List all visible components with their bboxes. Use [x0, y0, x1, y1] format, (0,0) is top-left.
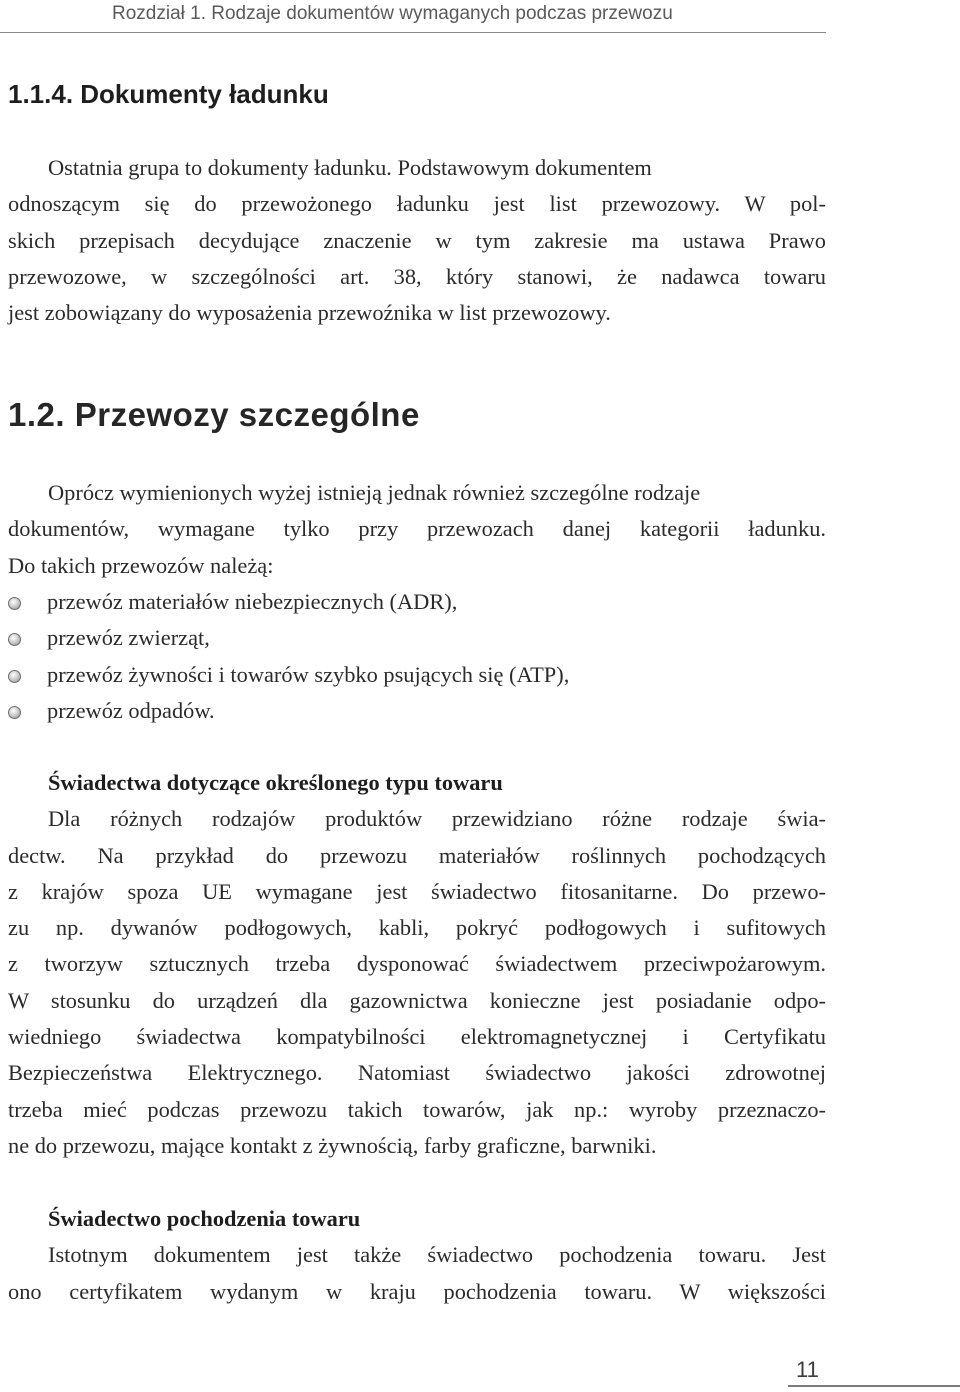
paragraph-line: dokumentów, wymagane tylko przy przewozach danej kategorii ładunku. — [8, 516, 826, 542]
paragraph-line: Do takich przewozów należą: — [8, 552, 274, 578]
bullet-circle-icon — [8, 670, 21, 683]
paragraph-line: Oprócz wymienionych wyżej istnieją jednak również szczególne rodzaje — [48, 480, 701, 505]
paragraph-line: Istotnym dokumentem jest także świadectwo pochodzenia towaru. Jest — [48, 1242, 826, 1268]
list-item-text: przewóz odpadów. — [47, 697, 215, 723]
paragraph-line: skich przepisach decydujące znaczenie w tym zakresie ma ustawa Prawo — [8, 227, 826, 253]
list-item — [8, 657, 569, 693]
section-heading-1-2: 1.2. Przewozy szczególne — [8, 396, 420, 433]
bullet-circle-icon — [8, 597, 21, 610]
bullet-circle-icon — [8, 706, 21, 719]
paragraph-line: trzeba mieć podczas przewozu takich towarów, jak np.: wyroby przeznaczo- — [8, 1096, 826, 1122]
paragraph-line: z krajów spoza UE wymagane jest świadectwo fitosanitarne. Do przewo- — [8, 878, 826, 904]
paragraph-line: wiedniego świadectwa kompatybilności elektromagnetycznej i Certyfikatu — [8, 1024, 826, 1050]
paragraph-line: odnoszącym się do przewożonego ładunku jest list przewozowy. W pol- — [8, 191, 826, 217]
paragraph-line: z tworzyw sztucznych trzeba dysponować świadectwem przeciwpożarowym. — [8, 951, 826, 977]
running-header — [0, 0, 826, 33]
paragraph-line: Bezpieczeństwa Elektrycznego. Natomiast świadectwo jakości zdrowotnej — [8, 1060, 826, 1086]
list-item — [8, 620, 569, 656]
paragraph-line: ono certyfikatem wydanym w kraju pochodzenia towaru. W większości — [8, 1278, 826, 1304]
page-number: 11 — [796, 1357, 819, 1382]
running-header-text: Rozdział 1. Rodzaje dokumentów wymaganych podczas przewozu — [112, 3, 673, 24]
list-item-text: przewóz żywności i towarów szybko psujących się (ATP), — [47, 661, 570, 687]
paragraph-przewozy-szczegolne — [8, 475, 826, 584]
paragraph-line: Dla różnych rodzajów produktów przewidziano różne rodzaje świa- — [48, 806, 826, 832]
paragraph-line: przewozowe, w szczególności art. 38, który stanowi, że nadawca towaru — [8, 263, 826, 289]
footer-rule — [788, 1385, 960, 1387]
section-heading-1-1-4: 1.1.4. Dokumenty ładunku — [8, 79, 329, 109]
subsection-title: Świadectwo pochodzenia towaru — [48, 1206, 361, 1231]
subsection-title: Świadectwa dotyczące określonego typu towaru — [48, 770, 503, 795]
list-item-text: przewóz materiałów niebezpiecznych (ADR), — [47, 589, 458, 614]
special-transport-list — [8, 584, 569, 729]
paragraph-line: zu np. dywanów podłogowych, kabli, pokryć podłogowych i sufitowych — [8, 915, 826, 941]
paragraph-line: jest zobowiązany do wyposażenia przewoźnika w list przewozowy. — [8, 300, 611, 326]
paragraph-swiadectwo-pochodzenia — [8, 1201, 826, 1310]
paragraph-line: dectw. Na przykład do przewozu materiałów roślinnych pochodzących — [8, 842, 826, 868]
paragraph-dokumenty-ladunku — [8, 150, 826, 331]
paragraph-swiadectwa-typu-towaru — [8, 765, 826, 1164]
list-item — [8, 693, 569, 729]
list-item-text: przewóz zwierząt, — [47, 625, 210, 651]
paragraph-line: ne do przewozu, mające kontakt z żywnością, farby graficzne, barwniki. — [8, 1132, 657, 1158]
paragraph-line: W stosunku do urządzeń dla gazownictwa konieczne jest posiadanie odpo- — [8, 987, 826, 1013]
bullet-circle-icon — [8, 633, 21, 646]
list-item — [8, 584, 569, 620]
paragraph-line: Ostatnia grupa to dokumenty ładunku. Podstawowym dokumentem — [48, 155, 652, 180]
